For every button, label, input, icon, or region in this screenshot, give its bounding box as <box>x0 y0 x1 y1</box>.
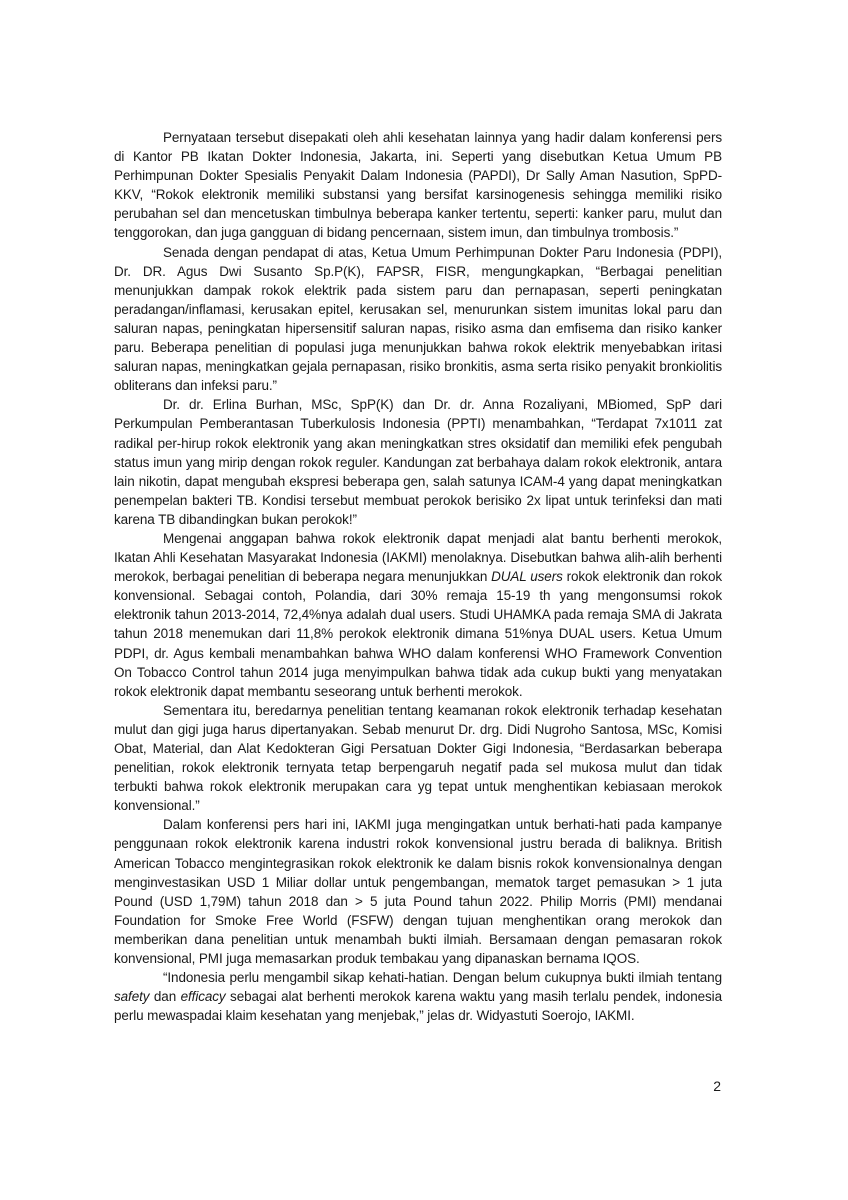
paragraph <box>114 529 722 701</box>
text-run: sebagai alat berhenti merokok karena waktu yang masih terlalu pendek, indonesia perlu mewaspadai klaim kesehatan yang menjebak,” jelas dr. Widyastuti Soerojo, IAKMI. <box>114 989 722 1024</box>
paragraph <box>114 968 722 1025</box>
text-run: Dr. dr. Erlina Burhan, MSc, SpP(K) dan Dr. dr. Anna Rozaliyani, MBiomed, SpP dari Perkumpulan Pemberantasan Tuberkulosis Indonesia (PPTI) menambahkan, “Terdapat 7x1011 zat radikal per-hirup rokok elektronik yang akan meningkatkan stres oksidatif dan memiliki efek pengubah status imun yang mirip dengan rokok reguler. Kandungan zat berbahaya dalam rokok elektronik, antara lain nikotin, dapat mengubah ekspresi beberapa gen, salah satunya ICAM-4 yang dapat meningkatkan penempelan bakteri TB. Kondisi tersebut membuat perokok berisiko 2x lipat untuk terinfeksi dan mati karena TB dibandingkan bukan perokok!” <box>114 397 722 527</box>
paragraph <box>114 701 722 816</box>
paragraph <box>114 395 722 529</box>
italic-text-run: safety <box>114 989 150 1005</box>
page-number: 2 <box>713 1078 721 1094</box>
paragraph <box>114 128 722 243</box>
text-run: Mengenai anggapan bahwa rokok elektronik dapat menjadi alat bantu berhenti merokok, Ikatan Ahli Kesehatan Masyarakat Indonesia (IAKMI) menolaknya. Disebutkan bahwa alih-alih berhenti merokok, berbagai penelitian di beberapa negara menunjukkan <box>114 530 722 585</box>
italic-text-run: efficacy <box>180 989 226 1005</box>
text-run: dan <box>149 989 181 1005</box>
text-run: rokok elektronik dan rokok konvensional. Sebagai contoh, Polandia, dari 30% remaja 15-19 th yang mengonsumsi rokok elektronik tahun 2013-2014, 72,4%nya adalah dual users. Studi UHAMKA pada remaja SMA di Jakrata tahun 2018 menemukan dari 11,8% perokok elektronik dimana 51%nya DUAL users. Ketua Umum PDPI, dr. Agus kembali menambahkan bahwa WHO dalam konferensi WHO Framework Convention On Tobacco Control tahun 2014 juga menyimpulkan bahwa tidak ada cukup bukti yang menyatakan rokok elektronik dapat membantu seseorang untuk berhenti merokok. <box>114 569 722 699</box>
text-run: Pernyataan tersebut disepakati oleh ahli kesehatan lainnya yang hadir dalam konferensi pers di Kantor PB Ikatan Dokter Indonesia, Jakarta, ini. Seperti yang disebutkan Ketua Umum PB Perhimpunan Dokter Spesialis Penyakit Dalam Indonesia (PAPDI), Dr Sally Aman Nasution, SpPD-KKV, “Rokok elektronik memiliki substansi yang bersifat karsinogenesis sehingga memiliki risiko perubahan sel dan mencetuskan timbulnya beberapa kanker tertentu, seperti: kanker paru, mulut dan tenggorokan, dan juga gangguan di bidang pencernaan, sistem imun, dan timbulnya trombosis.” <box>114 130 722 241</box>
text-run: Dalam konferensi pers hari ini, IAKMI juga mengingatkan untuk berhati-hati pada kampanye penggunaan rokok elektronik karena industri rokok konvensional justru berada di baliknya. British American Tobacco mengintegrasikan rokok elektronik ke dalam bisnis rokok konvensionalnya dengan menginvestasikan USD 1 Miliar dollar untuk pengembangan, mematok target pemasukan > 1 juta Pound (USD 1,79M) tahun 2018 dan > 5 juta Pound tahun 2022. Philip Morris (PMI) mendanai Foundation for Smoke Free World (FSFW) dengan tujuan menghentikan orang merokok dan memberikan dana penelitian untuk menambah bukti ilmiah. Bersamaan dengan pemasaran rokok konvensional, PMI juga memasarkan produk tembakau yang dipanaskan bernama IQOS. <box>114 817 722 967</box>
text-run: Sementara itu, beredarnya penelitian tentang keamanan rokok elektronik terhadap kesehatan mulut dan gigi juga harus dipertanyakan. Sebab menurut Dr. drg. Didi Nugroho Santosa, MSc, Komisi Obat, Material, dan Alat Kedokteran Gigi Persatuan Dokter Gigi Indonesia, “Berdasarkan beberapa penelitian, rokok elektronik ternyata tetap berpengaruh negatif pada sel mukosa mulut dan tidak terbukti bahwa rokok elektronik merupakan cara yg tepat untuk menghentikan kebiasaan merokok konvensional.” <box>114 702 722 814</box>
paragraph <box>114 243 722 396</box>
text-run: “Indonesia perlu mengambil sikap kehati-hatian. Dengan belum cukupnya bukti ilmiah tentang <box>163 970 722 986</box>
body-text <box>114 128 722 1025</box>
paragraph <box>114 815 722 968</box>
italic-text-run: DUAL users <box>491 569 563 585</box>
text-run: Senada dengan pendapat di atas, Ketua Umum Perhimpunan Dokter Paru Indonesia (PDPI), Dr. DR. Agus Dwi Susanto Sp.P(K), FAPSR, FISR, mengungkapkan, “Berbagai penelitian menunjukkan dampak rokok elektrik pada sistem paru dan pernapasan, seperti peningkatan peradangan/inflamasi, kerusakan epitel, kerusakan sel, menurunkan sistem imunitas lokal paru dan saluran napas, peningkatan hipersensitif saluran napas, risiko asma dan emfisema dan risiko kanker paru. Beberapa penelitian di populasi juga menunjukkan bahwa rokok elektrik menyebabkan iritasi saluran napas, meningkatkan gejala pernapasan, risiko bronkitis, asma serta risiko penyakit bronkiolitis obliterans dan infeksi paru.” <box>114 244 722 394</box>
